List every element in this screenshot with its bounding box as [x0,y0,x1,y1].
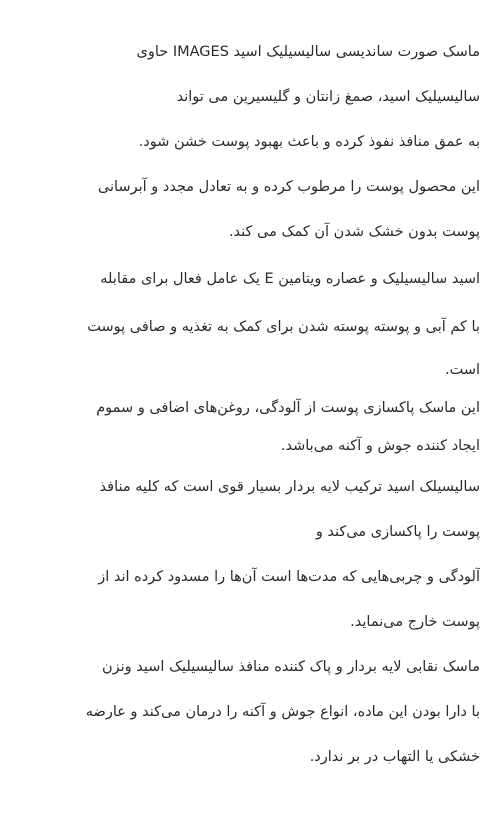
text-line-3: به عمق منافذ نفوذ کرده و باعث بهبود پوست خشن شود. [138,134,480,150]
text-line-2: سالیسیلیک اسید، صمغ زانتان و گلیسیرین می تواند [176,89,480,105]
text-line-17: خشکی یا التهاب در بر ندارد. [309,749,480,765]
text-line-10: ایجاد کننده جوش و آکنه می‌باشد. [280,438,480,454]
text-line-14: پوست خارج می‌نماید. [350,614,480,630]
text-line-12: پوست را پاکسازی می‌کند و [315,524,480,540]
text-line-1: ماسک صورت ساندیسی سالیسیلیک اسید IMAGES حاوی [136,44,480,60]
text-line-4: این محصول پوست را مرطوب کرده و به تعادل مجدد و آبرسانی [97,179,480,195]
text-line-11: سالیسیلک اسید ترکیب لایه بردار بسیار قوی است که کلیه منافذ [99,479,480,495]
text-line-15: ماسک نقابی لایه بردار و پاک کننده منافذ سالیسیلیک اسید ونزن [102,659,480,675]
text-line-5: پوست بدون خشک شدن آن کمک می کند. [228,224,480,240]
text-line-7: با کم آبی و پوسته پوسته شدن برای کمک به تغذیه و صافی پوست [87,319,480,335]
text-line-6: اسید سالیسیلیک و عصاره ویتامین E یک عامل فعال برای مقابله [100,271,480,287]
text-line-9: این ماسک پاکسازی پوست از آلودگی، روغن‌های اضافی و سموم [96,400,480,416]
text-line-8: است. [444,362,480,378]
text-line-16: با دارا بودن این ماده، انواع جوش و آکنه را درمان می‌کند و عارضه [85,704,480,720]
text-line-13: آلودگی و چربی‌هایی که مدت‌ها است آن‌ها را مسدود کرده اند از [98,569,480,585]
